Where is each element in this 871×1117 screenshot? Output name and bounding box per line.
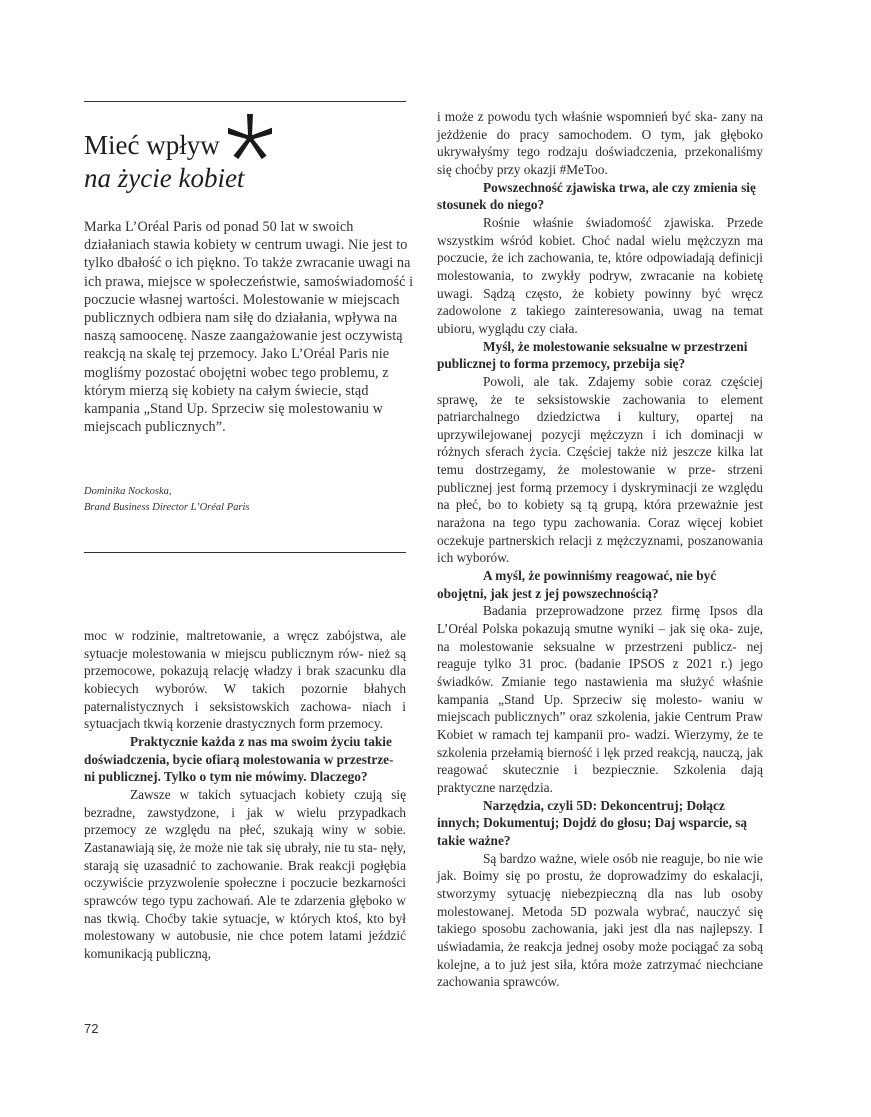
interview-question: A myśl, że powinniśmy reagować, nie być obojętni, jak jest z jej powszechnością? <box>437 568 717 601</box>
paragraph: Badania przeprowadzone przez firmę Ipsos dla L’Oréal Polska pokazują smutne wyniki – jak się oka- zuje, na molestowanie seksualne w przestrzeni publicz- nej reaguje tylko 31 proc. (badanie IPSOS z 2021 r.) jego świadków. Zmianie tego nastawienia ma służyć właśnie kampania „Stand Up. Sprzeciw się molesto- waniu w miejscach publicznych” oraz szkolenia, jakie Centrum Praw Kobiet w ramach tej kampanii pro- wadzi. Wierzymy, że te szkolenia przełamią bierność i lęk przed reakcją, nauczą, jak reagować skutecznie i bezpiecznie. Szkolenia dają praktyczne narzędzia. <box>437 603 763 795</box>
page-number: 72 <box>84 1021 99 1036</box>
left-column <box>84 627 406 962</box>
intro-quote: Marka L’Oréal Paris od ponad 50 lat w swoich działaniach stawia kobiety w centrum uwagi. Nie jest to tylko dbałość o ich piękno. To także zwracanie uwagi na ich prawa, miejsce w społeczeństwie, samoświadomość i poczucie własnej wartości. Molestowanie w miejscach publicznych odbiera nam siłę do działania, wpływa na naszą samoocenę. Nasze zaangażowanie jest oczywistą reakcją na skalę tej przemocy. Jako L’Oréal Paris nie mogliśmy pozostać obojętni wobec tego problemu, z którym mierzą się kobiety na całym świecie, stąd kampania „Stand Up. Sprzeciw się molestowaniu w miejscach publicznych”. <box>84 219 414 436</box>
paragraph: Powoli, ale tak. Zdajemy sobie coraz częściej sprawę, że te seksistowskie zachowania to element patriarchalnego dziedzictwa i kultury, opartej na uprzywilejowanej pozycji mężczyzn i ich dominacji w różnych sferach życia. Częściej także niż jeszcze kilka lat temu dostrzegamy, że molestowanie w prze- strzeni publicznej jest formą przemocy i dyskryminacji ze względu na płeć, bo to kobiety są tą grupą, która przeważnie jest narażona na tego typu zachowania. Coraz więcej kobiet oczekuje partnerskich relacji z mężczyznami, poszanowania ich wyborów. <box>437 373 763 566</box>
quote-author: Dominika Nockoska, <box>84 486 172 497</box>
paragraph: Rośnie właśnie świadomość zjawiska. Przede wszystkim wśród kobiet. Choć nadal wielu mężczyzn ma poczucie, że ich zachowania, te, które odpowiadają definicji molestowania, to zwykły podryw, zwracanie na kobietę uwagi. Sądzą często, że kobiety powinny być wręcz zadowolone z takiego zainteresowania, uwag na temat ubioru, wyglądu czy ciała. <box>437 214 763 336</box>
title-line-1: Mieć wpływ <box>84 130 220 160</box>
right-column <box>437 108 763 991</box>
paragraph: Zawsze w takich sytuacjach kobiety czują się bezradne, zawstydzone, i jak w wielu przypadkach przemocy ze względu na płeć, szukają winy w sobie. Zastanawiają się, że może nie tak się ubrały, nie tu sta- nęły, starają się uzasadnić to zachowanie. Brak reakcji pogłębia oczywiście przyzwolenie społeczne i poczucie bezkarności sprawców tego typu zachowań. Ale te zdarzenia głęboko w nas tkwią. Choćby takie sytuacje, w których ktoś, kto był molestowany w autobusie, nie chce potem latami jeździć komunikacją publiczną, <box>84 786 406 961</box>
paragraph: moc w rodzinie, maltretowanie, a wręcz zabójstwa, ale sytuacje molestowania w miejscu publicznym rów- nież są przemocowe, pokazują relację władzy i brak szacunku dla kobiecych wyborów. W takich pozornie błahych paternalistycznych i seksistowskich zachowa- niach i sytuacjach tkwią korzenie drastycznych form przemocy. <box>84 628 406 732</box>
paragraph: i może z powodu tych właśnie wspomnień być ska- zany na jeżdżenie do pracy samochodem. O tym, jak głęboko ukrywałyśmy tego rodzaju doświadczenia, przekonaliśmy się choćby przy okazji #MeToo. <box>437 109 763 177</box>
article-title <box>84 129 244 195</box>
interview-question: Powszechność zjawiska trwa, ale czy zmienia się stosunek do niego? <box>437 179 756 213</box>
paragraph: Są bardzo ważne, wiele osób nie reaguje, bo nie wie jak. Boimy się po prostu, że doprowadzimy do eskalacji, stworzymy sytuację niebezpieczną dla nas lub osoby molestowanej. Metoda 5D pozwala wybrać, nauczyć się takiego sposobu zachowania, jaki jest dla nas najlepszy. I uświadamia, że reakcja jednej osoby może pociągać za sobą kolejne, a to już jest siła, która może zatrzymać niechciane zachowania sprawców. <box>437 850 763 990</box>
interview-question: Myśl, że molestowanie seksualne w przestrzeni publicznej to forma przemocy, przebija się? <box>437 338 748 372</box>
top-divider <box>84 101 406 102</box>
title-line-2: na życie kobiet <box>84 163 245 193</box>
middle-divider <box>84 552 406 553</box>
interview-question: Praktycznie każda z nas ma swoim życiu takie doświadczenia, bycie ofiarą molestowania w przestrze- ni publicznej. Tylko o tym nie mówimy. Dlaczego? <box>84 733 394 785</box>
interview-question: Narzędzia, czyli 5D: Dekoncentruj; Dołącz innych; Dokumentuj; Dojdź do głosu; Daj wsparcie, są takie ważne? <box>437 797 748 848</box>
quote-author-role: Brand Business Director L’Oréal Paris <box>84 502 250 513</box>
asterisk-icon <box>228 108 272 168</box>
